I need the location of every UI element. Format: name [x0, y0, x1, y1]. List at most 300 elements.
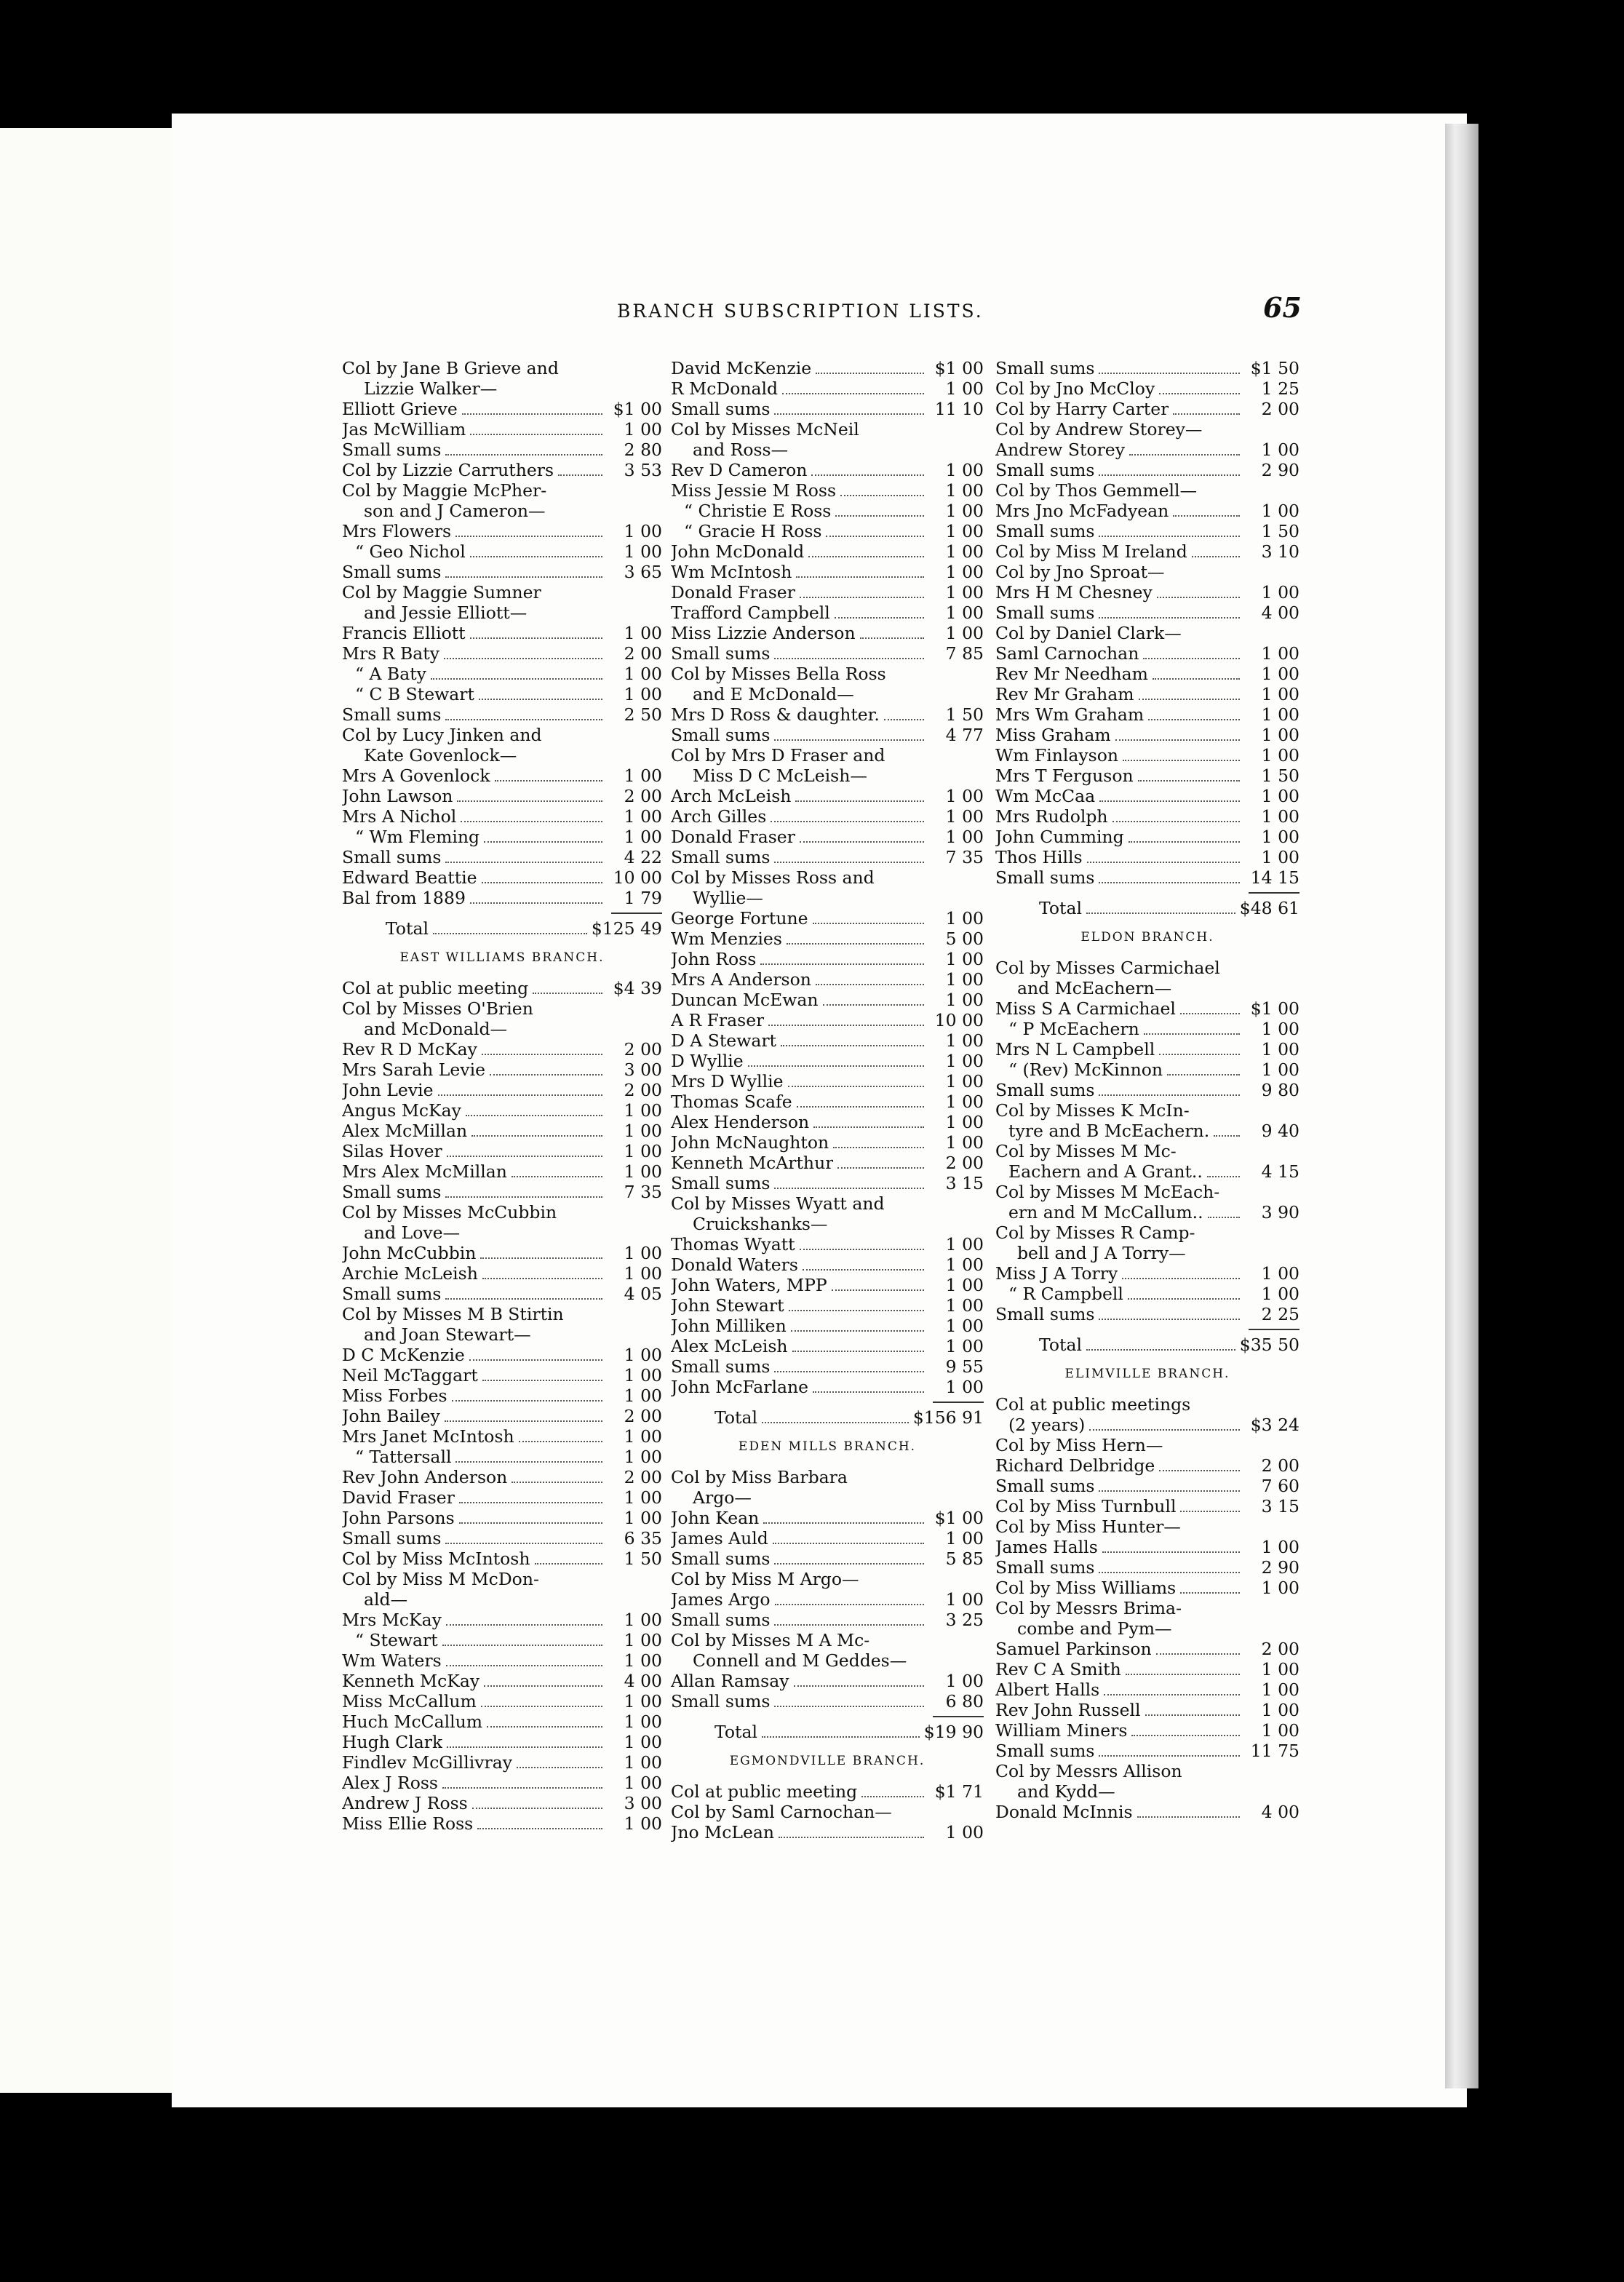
amount: $1 71 [934, 1781, 984, 1802]
amount: 1 00 [624, 1365, 662, 1386]
subscription-row [342, 460, 662, 480]
subscriber-name: Col by Miss Williams [995, 1578, 1177, 1598]
subscription-row [995, 1455, 1299, 1476]
subscription-row [995, 867, 1299, 888]
list-text-line: Col by Misses McNeil [671, 419, 859, 440]
subscription-row [671, 1132, 984, 1153]
dot-leader [1208, 1217, 1240, 1218]
amount: 1 00 [945, 908, 984, 929]
subscription-row [995, 541, 1299, 562]
dot-leader [860, 637, 924, 639]
subscription-row [342, 1548, 662, 1569]
list-text-line: Cruickshanks— [693, 1214, 828, 1234]
subscription-row [671, 1671, 984, 1691]
list-text-line: and McDonald— [364, 1019, 508, 1039]
subscriber-name: John Waters, MPP [671, 1275, 827, 1295]
amount: $1 00 [1250, 998, 1299, 1019]
dot-leader [773, 1543, 924, 1544]
list-text-line: and Love— [364, 1222, 461, 1243]
dot-leader [1156, 1653, 1240, 1655]
dot-leader [1159, 393, 1240, 394]
subscriber-name: Miss Jessie M Ross [671, 480, 837, 501]
subscription-row [342, 1386, 662, 1406]
dot-leader [462, 413, 602, 415]
subscriber-name: Col by Lizzie Carruthers [342, 460, 554, 480]
dot-leader [811, 474, 924, 476]
amount: 7 35 [945, 847, 984, 867]
dot-leader [833, 1147, 924, 1148]
subscriber-name: John McNaughton [671, 1132, 829, 1153]
dot-leader [1145, 1714, 1240, 1716]
subscriber-name: Small sums [671, 399, 771, 419]
list-text-line: Connell and M Geddes— [693, 1650, 907, 1671]
list-text-line: ald— [364, 1589, 408, 1610]
subscriber-name: Donald McInnis [995, 1802, 1133, 1822]
list-text-line: Col by Maggie Sumner [342, 582, 541, 603]
subscriber-name: Allan Ramsay [671, 1671, 789, 1691]
dot-leader [484, 1685, 602, 1687]
subscriber-name: Mrs Flowers [342, 521, 452, 541]
dot-leader [477, 1828, 602, 1829]
amount: 1 00 [945, 1336, 984, 1356]
subscriber-name: Wm Menzies [671, 929, 782, 949]
amount: 1 00 [1261, 1700, 1299, 1720]
dot-leader [1129, 841, 1240, 843]
subscriber-name: “ A Baty [355, 664, 426, 684]
subscription-row [671, 786, 984, 806]
subscriber-name: Donald Fraser [671, 582, 795, 603]
amount: 5 00 [945, 929, 984, 949]
list-text-line: Col by Misses Bella Ross [671, 664, 886, 684]
subscriber-name: Total [715, 1722, 757, 1742]
amount: $48 61 [1239, 898, 1299, 918]
subscriber-name: Rev John Anderson [342, 1467, 508, 1487]
amount: 1 00 [945, 969, 984, 990]
dot-leader [1128, 1298, 1240, 1300]
amount: 1 00 [945, 1295, 984, 1316]
dot-leader [1180, 1511, 1240, 1512]
amount: 1 00 [1261, 704, 1299, 725]
list-text-line: Col by Misses Ross and [671, 867, 875, 888]
subscription-row [995, 786, 1299, 806]
subscriber-name: “ Tattersall [355, 1447, 452, 1467]
dot-leader [1112, 821, 1240, 822]
subscriber-name: Andrew J Ross [342, 1793, 468, 1813]
subscription-row [671, 929, 984, 949]
amount: 1 00 [1261, 1039, 1299, 1060]
subscription-row [342, 1182, 662, 1202]
subscriber-name: D C McKenzie [342, 1345, 465, 1365]
amount: 2 00 [945, 1153, 984, 1173]
subscriber-name: Huch McCallum [342, 1712, 483, 1732]
dot-leader [1102, 1551, 1240, 1553]
subscriber-name: John Kean [671, 1508, 760, 1528]
subscription-row [995, 1161, 1299, 1182]
subscription-row [342, 1121, 662, 1141]
total-row [995, 898, 1299, 918]
amount: 1 00 [945, 1316, 984, 1336]
total-rule [933, 1716, 984, 1717]
subscriber-name: Miss Ellie Ross [342, 1813, 474, 1834]
subscription-row [342, 1467, 662, 1487]
amount: 1 00 [624, 684, 662, 704]
list-text-line: Col by Misses Carmichael [995, 958, 1220, 978]
dot-leader [782, 393, 924, 394]
subscriber-name: Jas McWilliam [342, 419, 466, 440]
dot-leader [490, 1074, 602, 1076]
amount: 1 00 [624, 1100, 662, 1121]
subscriber-name: “ Geo Nichol [355, 541, 466, 562]
subscriber-name: Col by Miss McIntosh [342, 1548, 530, 1569]
dot-leader [480, 1257, 602, 1259]
dot-leader [447, 1746, 602, 1748]
list-text-line: Col at public meetings [995, 1394, 1191, 1415]
subscription-row [342, 1161, 662, 1182]
amount: 1 00 [945, 827, 984, 847]
subscription-row [671, 1822, 984, 1842]
subscription-row [995, 521, 1299, 541]
dot-leader [774, 1371, 924, 1372]
subscriber-name: Small sums [671, 847, 771, 867]
subscriber-name: Alex McLeish [671, 1336, 788, 1356]
subscriber-name: John McDonald [671, 541, 805, 562]
dot-leader [1099, 882, 1240, 883]
dot-leader [1123, 760, 1240, 761]
dot-leader [470, 556, 602, 557]
total-row [671, 1407, 984, 1428]
amount: 1 00 [624, 1447, 662, 1467]
amount: $1 00 [934, 1508, 984, 1528]
list-text-line: combe and Pym— [1017, 1618, 1172, 1639]
subscription-row [342, 684, 662, 704]
amount: 1 00 [624, 1610, 662, 1630]
dot-leader [442, 1645, 602, 1646]
subscription-row [995, 1659, 1299, 1679]
dot-leader [533, 993, 602, 994]
dot-leader [1104, 1694, 1240, 1695]
subscription-row [671, 847, 984, 867]
amount: 1 79 [624, 888, 662, 908]
amount: 1 00 [624, 664, 662, 684]
amount: 1 00 [945, 1255, 984, 1275]
list-text-line: Wyllie— [693, 888, 763, 908]
subscription-row [342, 623, 662, 643]
subscriber-name: Eachern and A Grant.. [1008, 1161, 1203, 1182]
dot-leader [1159, 1470, 1240, 1471]
subscriber-name: Small sums [995, 1557, 1095, 1578]
amount: 1 00 [1261, 745, 1299, 766]
dot-leader [762, 1422, 909, 1423]
dot-leader [1138, 780, 1240, 782]
subscriber-name: Rev C A Smith [995, 1659, 1121, 1679]
subscription-row [671, 623, 984, 643]
subscriber-name: Duncan McEwan [671, 990, 819, 1010]
subscription-row [342, 1345, 662, 1365]
dot-leader [517, 1767, 602, 1768]
dot-leader [816, 373, 924, 374]
subscriber-name: Mrs Rudolph [995, 806, 1108, 827]
amount: 1 00 [1261, 440, 1299, 460]
list-text-line: Col by Thos Gemmell— [995, 480, 1198, 501]
subscriber-name: James Halls [995, 1537, 1098, 1557]
amount: 1 00 [624, 1813, 662, 1834]
amount: 1 00 [624, 1650, 662, 1671]
amount: 3 90 [1261, 1202, 1299, 1222]
list-text-line: Col by Misses M McEach- [995, 1182, 1220, 1202]
subscriber-name: Small sums [342, 562, 442, 582]
subscription-row [342, 1610, 662, 1630]
dot-leader [469, 1359, 602, 1361]
amount: 3 15 [945, 1173, 984, 1193]
subscriber-name: Wm Finlayson [995, 745, 1119, 766]
subscriber-name: Miss Graham [995, 725, 1111, 745]
subscriber-name: Bal from 1889 [342, 888, 466, 908]
dot-leader [1099, 1572, 1240, 1573]
subscription-row [342, 1039, 662, 1060]
dot-leader [861, 1796, 924, 1797]
subscription-row [342, 1793, 662, 1813]
subscriber-name: Miss S A Carmichael [995, 998, 1176, 1019]
dot-leader [816, 984, 924, 985]
amount: 1 00 [945, 1377, 984, 1397]
amount: 9 80 [1261, 1080, 1299, 1100]
amount: 1 00 [1261, 1578, 1299, 1598]
subscriber-name: “ C B Stewart [355, 684, 474, 704]
dot-leader [1126, 1674, 1240, 1675]
subscriber-name: Small sums [995, 1304, 1095, 1324]
subscriber-name: Mrs N L Campbell [995, 1039, 1155, 1060]
subscription-row [671, 521, 984, 541]
subscription-row [671, 501, 984, 521]
subscription-row [671, 358, 984, 378]
amount: 4 00 [1261, 1802, 1299, 1822]
amount: 1 00 [1261, 643, 1299, 664]
subscriber-name: Richard Delbridge [995, 1455, 1155, 1476]
dot-leader [1099, 617, 1240, 619]
subscription-row [995, 440, 1299, 460]
dot-leader [438, 1094, 602, 1096]
amount: 1 00 [945, 541, 984, 562]
subscription-row [342, 888, 662, 908]
subscriber-name: Alex McMillan [342, 1121, 468, 1141]
subscription-row [671, 1691, 984, 1712]
dot-leader [797, 1106, 924, 1108]
amount: 5 85 [945, 1548, 984, 1569]
subscriber-name: Elliott Grieve [342, 399, 458, 419]
subscriber-name: James Auld [671, 1528, 768, 1548]
subscriber-name: (2 years) [1008, 1415, 1086, 1435]
subscriber-name: Small sums [671, 643, 771, 664]
subscriber-name: George Fortune [671, 908, 808, 929]
subscription-row [671, 725, 984, 745]
amount: 1 00 [945, 460, 984, 480]
amount: 1 00 [1261, 582, 1299, 603]
subscriber-name: Mrs Janet McIntosh [342, 1426, 514, 1447]
subscriber-name: “ Gracie H Ross [684, 521, 822, 541]
subscriber-name: Col by Jno McCloy [995, 378, 1155, 399]
amount: 1 50 [1261, 766, 1299, 786]
subscription-row [995, 643, 1299, 664]
amount: 10 00 [934, 1010, 984, 1030]
list-text-line: Col by Miss Barbara [671, 1467, 848, 1487]
subscriber-name: Archie McLeish [342, 1263, 478, 1284]
subscription-row [995, 806, 1299, 827]
subscriber-name: Mrs D Wyllie [671, 1071, 784, 1092]
subscriber-name: Kenneth McArthur [671, 1153, 834, 1173]
subscription-row [995, 766, 1299, 786]
subscriber-name: Miss J A Torry [995, 1263, 1118, 1284]
dot-leader [788, 1086, 924, 1087]
subscriber-name: Angus McKay [342, 1100, 461, 1121]
subscription-row [671, 1071, 984, 1092]
subscription-row [342, 1671, 662, 1691]
dot-leader [1099, 1319, 1240, 1320]
dot-leader [787, 943, 924, 945]
subscriber-name: Small sums [671, 1356, 771, 1377]
dot-leader [771, 821, 924, 822]
amount: 1 00 [1261, 1537, 1299, 1557]
subscriber-name: Small sums [671, 1173, 771, 1193]
subscription-row [342, 1691, 662, 1712]
branch-heading: ELDON BRANCH. [1080, 930, 1214, 945]
running-header: BRANCH SUBSCRIPTION LISTS. [617, 301, 984, 322]
subscriber-name: A R Fraser [671, 1010, 765, 1030]
total-row [671, 1722, 984, 1742]
subscriber-name: Mrs D Ross & daughter. [671, 704, 880, 725]
amount: 1 00 [624, 419, 662, 440]
subscription-row [671, 562, 984, 582]
subscriber-name: “ P McEachern [1008, 1019, 1139, 1039]
subscription-row [995, 664, 1299, 684]
subscription-row [671, 1377, 984, 1397]
dot-leader [813, 1126, 924, 1128]
subscription-row [342, 704, 662, 725]
list-text-line: Col by Misses O'Brien [342, 998, 533, 1019]
subscription-row [342, 1732, 662, 1752]
dot-leader [1122, 1278, 1240, 1279]
amount: 2 00 [624, 1039, 662, 1060]
list-text-line: Col by Miss M Argo— [671, 1569, 859, 1589]
amount: 3 15 [1261, 1496, 1299, 1516]
subscription-row [671, 1316, 984, 1336]
subscriber-name: “ Wm Fleming [355, 827, 480, 847]
dot-leader [1157, 597, 1240, 598]
subscription-row [995, 1080, 1299, 1100]
dot-leader [445, 1298, 602, 1300]
list-text-line: Col by Jane B Grieve and [342, 358, 559, 378]
subscription-row [671, 643, 984, 664]
subscription-row [995, 1802, 1299, 1822]
subscriber-name: James Argo [671, 1589, 771, 1610]
subscription-row [342, 521, 662, 541]
amount: 1 50 [945, 704, 984, 725]
list-text-line: Kate Govenlock— [364, 745, 517, 766]
subscriber-name: Mrs A Govenlock [342, 766, 490, 786]
list-text-line: and Kydd— [1017, 1781, 1115, 1802]
amount: 3 00 [624, 1060, 662, 1080]
subscriber-name: John Parsons [342, 1508, 455, 1528]
subscription-row [671, 1030, 984, 1051]
subscription-row [671, 582, 984, 603]
subscription-row [342, 1426, 662, 1447]
subscriber-name: John Cumming [995, 827, 1124, 847]
amount: 2 00 [624, 1080, 662, 1100]
subscriber-name: Francis Elliott [342, 623, 466, 643]
dot-leader [813, 923, 924, 924]
subscriber-name: David McKenzie [671, 358, 812, 378]
subscriber-name: Small sums [342, 1528, 442, 1548]
subscriber-name: Donald Waters [671, 1255, 798, 1275]
subscriber-name: Col by Miss M Ireland [995, 541, 1187, 562]
amount: 1 00 [945, 1822, 984, 1842]
dot-leader [840, 495, 924, 496]
dot-leader [470, 434, 602, 435]
amount: 11 75 [1250, 1741, 1299, 1761]
subscription-row [342, 847, 662, 867]
subscriber-name: Rev D Cameron [671, 460, 808, 480]
dot-leader [479, 699, 602, 700]
amount: 1 00 [624, 623, 662, 643]
subscriber-name: Small sums [995, 603, 1095, 623]
subscription-row [342, 978, 662, 998]
dot-leader [1153, 678, 1240, 680]
list-text-line: Col by Misses K McIn- [995, 1100, 1190, 1121]
amount: $1 00 [613, 399, 662, 419]
subscription-row [995, 460, 1299, 480]
subscriber-name: D A Stewart [671, 1030, 777, 1051]
dot-leader [445, 719, 602, 720]
dot-leader [1143, 658, 1240, 659]
subscriber-name: Neil McTaggart [342, 1365, 478, 1386]
subscriber-name: Wm McCaa [995, 786, 1096, 806]
subscription-row [671, 399, 984, 419]
amount: $35 50 [1239, 1335, 1299, 1355]
amount: 1 50 [1261, 521, 1299, 541]
amount: 1 00 [945, 480, 984, 501]
dot-leader [1099, 474, 1240, 476]
amount: 4 77 [945, 725, 984, 745]
dot-leader [512, 1176, 602, 1177]
subscription-row [995, 684, 1299, 704]
amount: 11 10 [934, 399, 984, 419]
dot-leader [470, 637, 602, 639]
amount: 10 00 [613, 867, 662, 888]
subscription-row [995, 378, 1299, 399]
amount: 1 00 [624, 1426, 662, 1447]
amount: 3 10 [1261, 541, 1299, 562]
subscriber-name: Small sums [995, 1080, 1095, 1100]
subscription-row [671, 969, 984, 990]
amount: $156 91 [912, 1407, 984, 1428]
amount: 3 53 [624, 460, 662, 480]
subscription-row [342, 1447, 662, 1467]
subscriber-name: Mrs A Nichol [342, 806, 457, 827]
amount: 2 00 [624, 643, 662, 664]
amount: 3 25 [945, 1610, 984, 1630]
subscription-row [671, 1255, 984, 1275]
subscriber-name: Edward Beattie [342, 867, 477, 888]
subscription-row [671, 1336, 984, 1356]
dot-leader [1099, 536, 1240, 537]
amount: 1 00 [945, 1275, 984, 1295]
list-text-line: Col by Maggie McPher- [342, 480, 547, 501]
subscription-row [995, 1202, 1299, 1222]
subscriber-name: Thomas Scafe [671, 1092, 792, 1112]
dot-leader [803, 1269, 924, 1271]
subscription-row [342, 419, 662, 440]
amount: 1 00 [1261, 827, 1299, 847]
dot-leader [774, 1624, 924, 1626]
